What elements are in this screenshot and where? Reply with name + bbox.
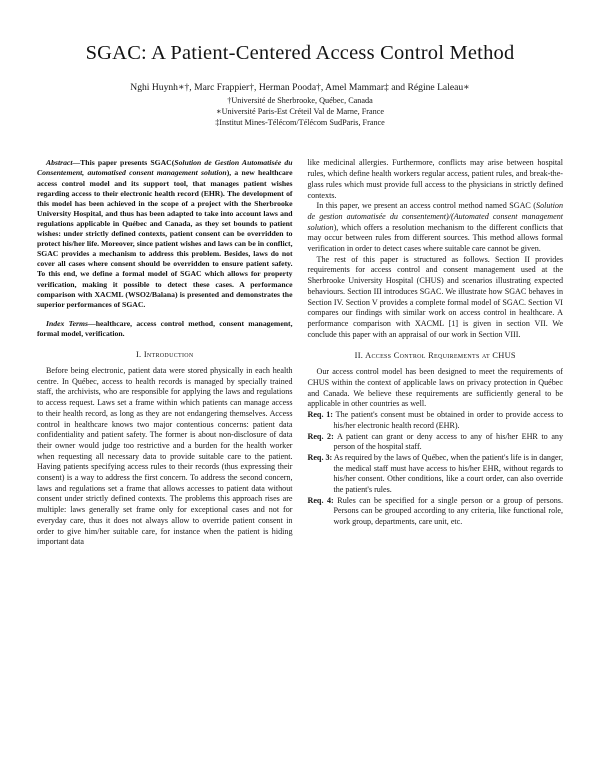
requirement-text: Rules can be specified for a single person or a group of persons. Persons can be grouped according to any criteria, like functional role, work group, departments, care unit, etc.	[333, 495, 563, 527]
left-column	[37, 158, 293, 548]
paragraph-text: ), which offers a resolution mechanism to the different conflicts that may occur between rules from different sources. This method allows formal verification in order to detect cases where suitable care cannot be given.	[307, 222, 563, 254]
requirement-label: Req. 4:	[307, 495, 334, 505]
requirement-text: A patient can grant or deny access to any of his/her EHR to any person of the hospital staff.	[333, 431, 564, 452]
section-heading-requirements: II. Access Control Requirements at CHUS	[354, 351, 516, 361]
abstract-text: This paper presents SGAC(	[80, 158, 175, 168]
affiliation-line: ‡Institut Mines-Télécom/Télécom SudParis, France	[215, 117, 385, 127]
requirement-item	[308, 432, 564, 453]
intro-paragraph-2	[308, 201, 564, 255]
requirement-label: Req. 3:	[307, 452, 333, 462]
index-terms-text: healthcare, access control method, consent management, formal model, verification.	[37, 318, 293, 338]
section-heading-introduction: I. Introduction	[135, 349, 194, 359]
requirement-text: The patient's consent must be obtained in order to provide access to his/her electronic health record (EHR).	[333, 410, 563, 430]
right-column	[308, 158, 564, 548]
requirements-intro-paragraph: Our access control model has been designed to meet the requirements of CHUS within the context of applicable laws on privacy protection in Québec and Canada. We believe these requirements are sufficiently general to be applicable in other countries as well.	[307, 367, 563, 409]
requirement-item	[308, 453, 564, 496]
requirement-item	[308, 410, 564, 431]
sgac-french-name: Solution de gestion automatisée du consentement)/(Automated consent management solution	[307, 201, 563, 232]
paper-title: SGAC: A Patient-Centered Access Control Method	[85, 42, 515, 64]
abstract-paragraph	[37, 158, 293, 309]
requirement-label: Req. 1:	[307, 410, 334, 420]
requirement-text: As required by the laws of Québec, when the patient's life is in danger, the medical staff must have access to his/her EHR, without regards to his/her consent. Other conditions, like a court order, can also override the patient's rules.	[333, 452, 564, 495]
abstract-french-title: Solution de Gestion Automatisée du Consentement, automatised consent management solution	[37, 158, 293, 178]
two-column-body	[37, 158, 563, 548]
abstract-text: ), a new healthcare access control model and its support tool, that manages patient wishes regarding access to their electronic health record (EHR). The development of this model has been achieved in the scope of a project with the Sherbrooke University Hospital, and thus has been adapted to take into account laws and regulations applicable in Québec and Canada, as they set bounds to patient wishes: under strictly defined contexts, patient consent can be overridden to protect his/her life. Moreover, since patient wishes and laws can be in conflict, SGAC provides a mechanism to address this problem. Besides, laws do not cover all cases where consent should be overridden to ensure patient safety. To this end, we define a formal model of SGAC which allows for property verification, making it possible to detect these cases. A performance comparison with XACML (WSO2/Balana) is presented and demonstrates the superior performances of SGAC.	[37, 168, 293, 309]
paper-outline-paragraph: The rest of this paper is structured as follows. Section II provides requirements for access control and consent management used at the Sherbrooke University Hospital (CHUS) and scenarios illustrating expected behaviours. Section III introduces SGAC. We illustrate how SGAC behaves in Section IV. Section V provides a complete formal model of SGAC. Section VI compares our findings with similar work on access control in healthcare. A performance comparison with XACML [1] is given in section VII. We conclude this paper with an appraisal of our work in Section VIII.	[307, 254, 563, 339]
paragraph-text: In this paper, we present an access control method named SGAC (	[316, 201, 537, 211]
affiliation-line: †Université de Sherbrooke, Québec, Canada	[227, 96, 373, 105]
abstract-label: Abstract—	[46, 158, 81, 168]
affiliations-block	[37, 96, 563, 128]
requirement-label: Req. 2:	[307, 431, 334, 441]
index-terms-paragraph	[37, 319, 293, 339]
authors-line: Nghi Huynh∗†, Marc Frappier†, Herman Pooda†, Amel Mammar‡ and Régine Laleau∗	[130, 82, 470, 93]
affiliation-line: ∗Université Paris-Est Créteil Val de Marne, France	[216, 106, 384, 116]
intro-paragraph-continuation: like medicinal allergies. Furthermore, conflicts may arise between hospital rules, which define health workers regular access, patient rules, and break-the-glass rules which must provide full access to the physicians in strictly defined contexts.	[307, 158, 563, 200]
intro-paragraph-left: Before being electronic, patient data were stored physically in each health centre. In Québec, access to health records is managed by specially trained staff, the archivists, who are responsible for applying the laws and regulations to access request. Laws set a frame within which patients can manage access to their health record, as long as they are not endangering themselves. Access control in healthcare knows two major contentious concerns: patient data confidentiality and patient safety. The former is about non-disclosure of data their owner would judge too restrictive and a burden for the health worker when requesting all necessary data to provide suitable care to the patient. Having patients specifying access rules to their records (thus expressing their consent) is a way to address the first concern. To address the second concern, laws and regulations set a frame that allows accesses to patient data without consent under strictly defined contexts. The problems this approach rises are multiple: laws generally set frame only for exceptional cases and not for everyday care, thus it does not always allow to override patient consent in order to give him/her suitable care, for instance when the patient is hiding important data	[37, 365, 293, 547]
index-terms-label: Index Terms—	[46, 318, 96, 328]
requirement-item	[308, 496, 564, 528]
